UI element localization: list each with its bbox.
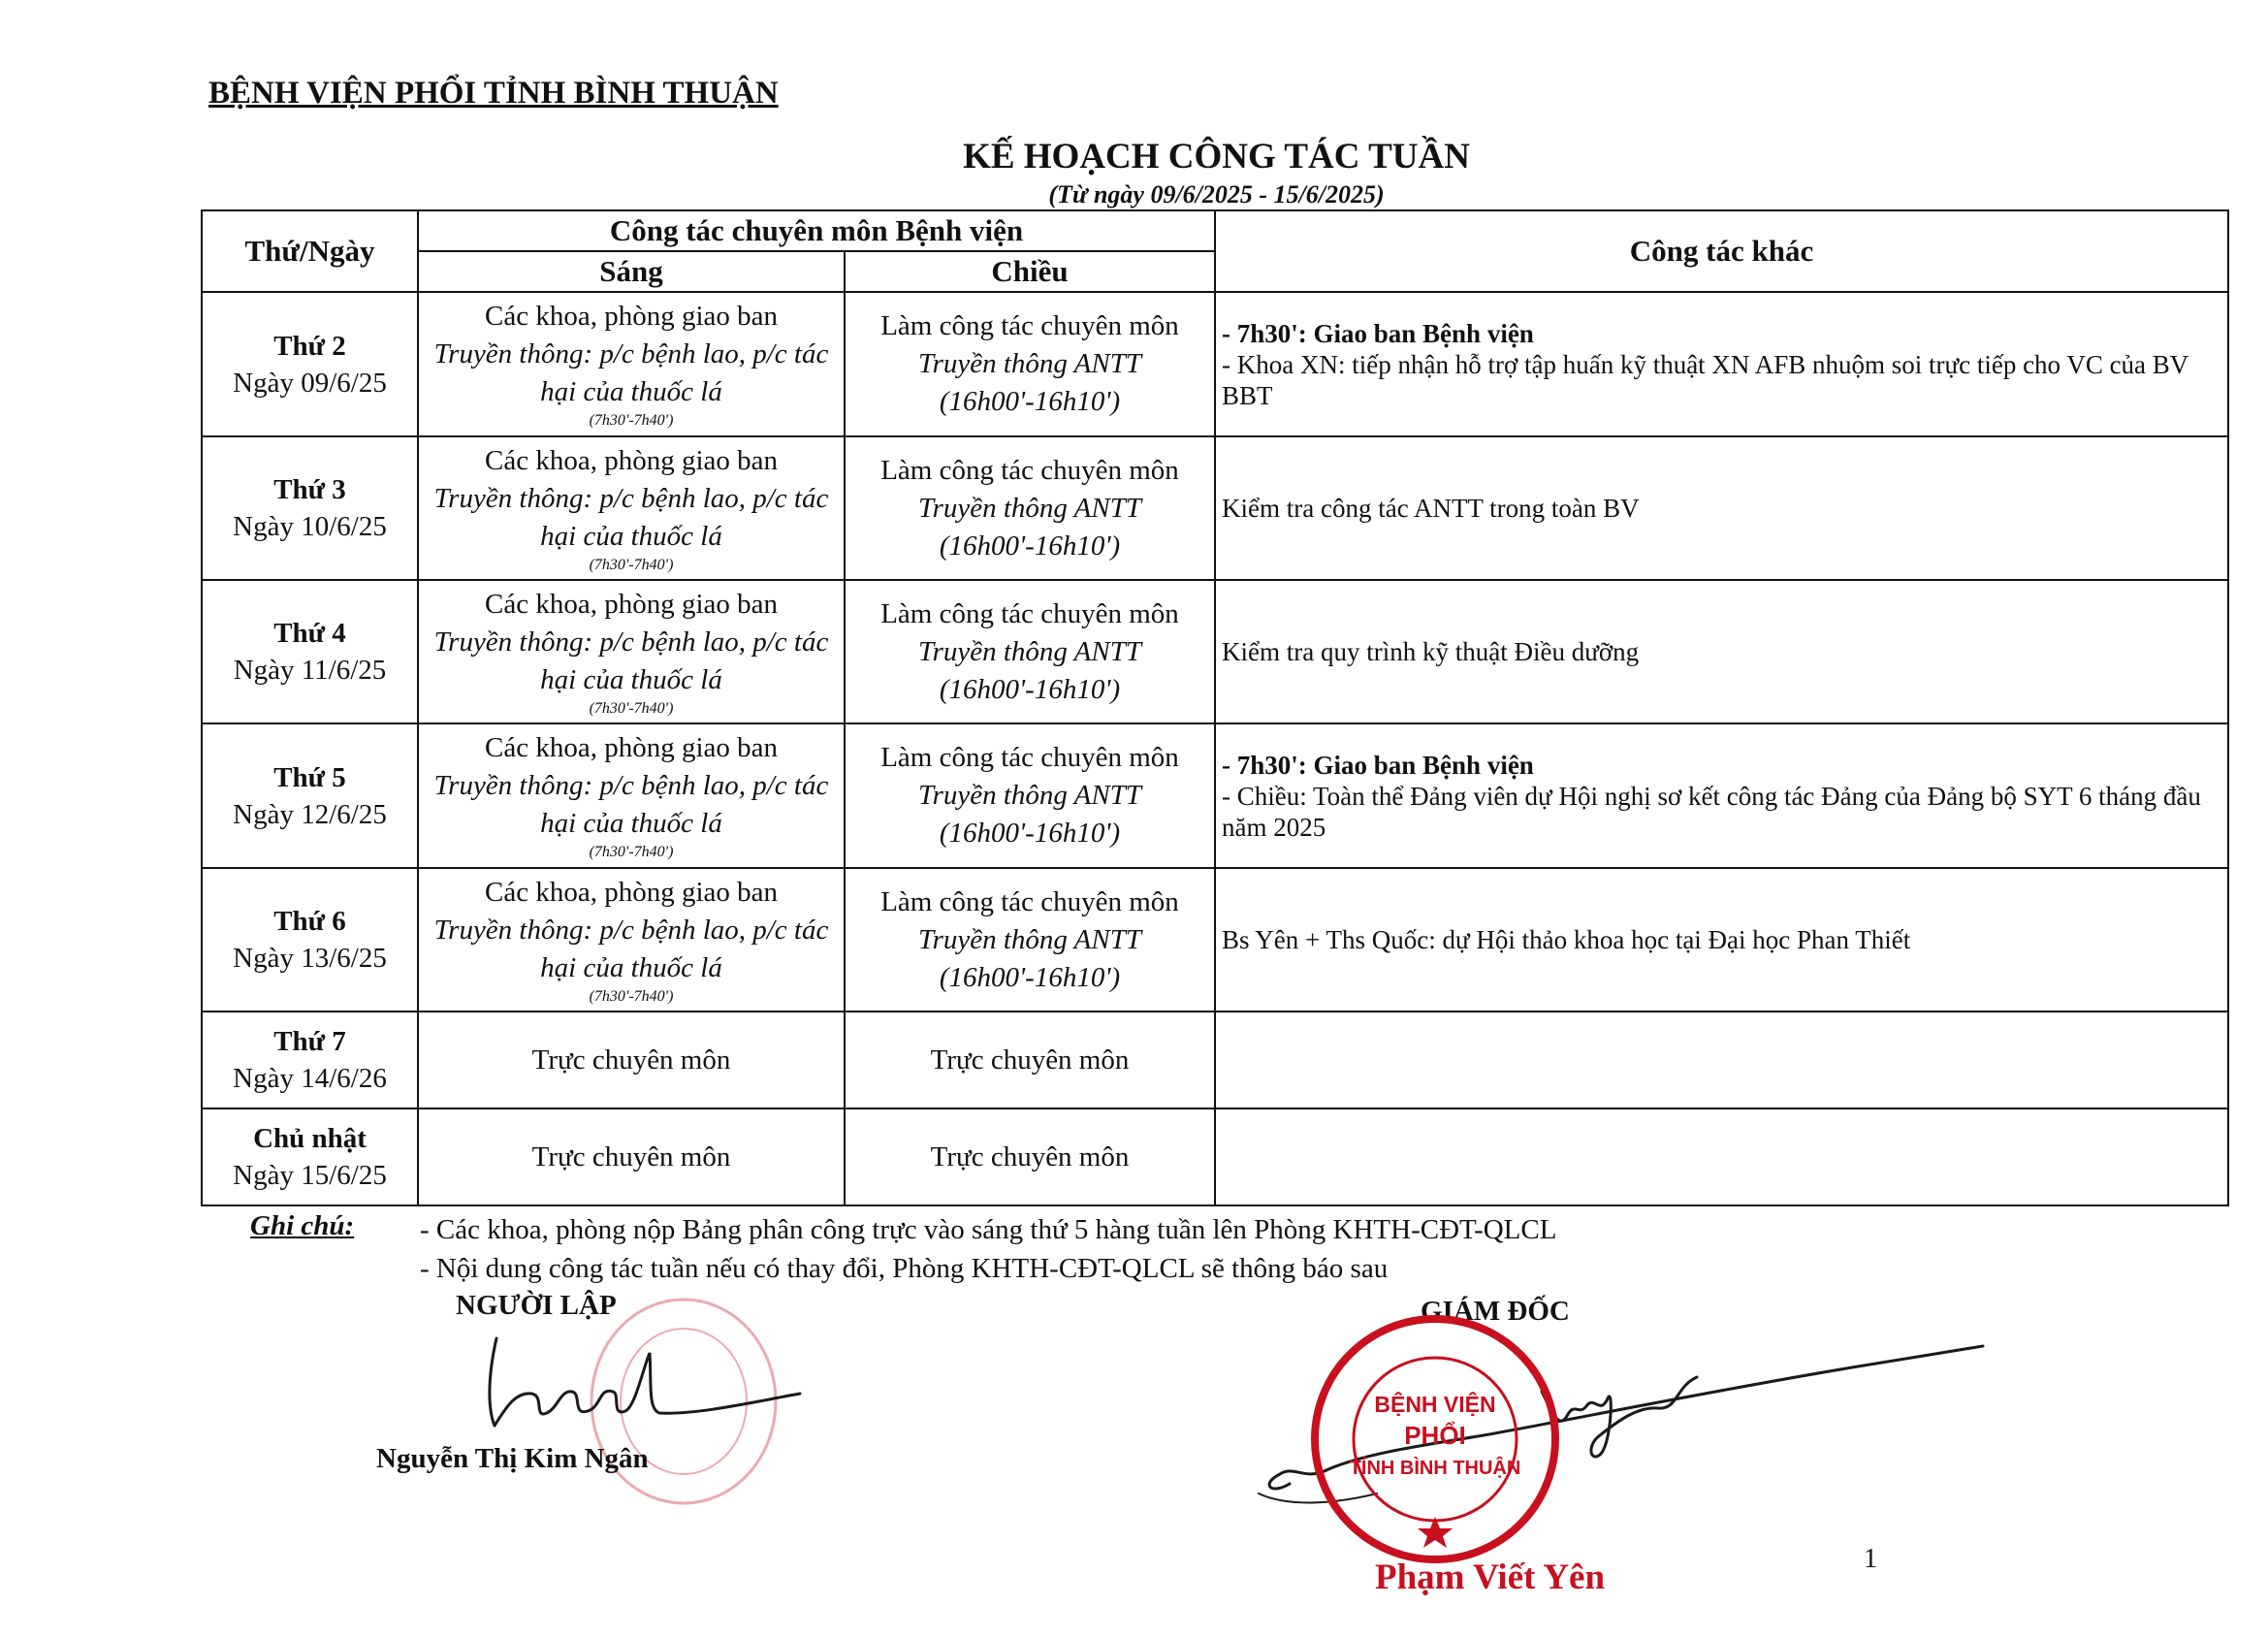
table-row: [202, 580, 2228, 723]
afternoon-communication: Truyền thông ANTT: [918, 780, 1141, 811]
director-name: Phạm Viết Yên: [1375, 1558, 1606, 1597]
day-name: Thứ 5: [273, 761, 346, 793]
morning-communication: Truyền thông: p/c bệnh lao, p/c tác hại của thuốc lá: [433, 338, 829, 407]
seal-line2: PHỔI: [1404, 1421, 1466, 1450]
afternoon-time: (16h00'-16h10'): [939, 818, 1121, 849]
day-date: Ngày 12/6/25: [233, 798, 387, 830]
other-cell: [1215, 1108, 2228, 1205]
morning-task: Các khoa, phòng giao ban: [484, 588, 778, 620]
note-item: - Nội dung công tác tuần nếu có thay đổi, Phòng KHTH-CĐT-QLCL sẽ thông báo sau: [420, 1253, 1389, 1284]
maker-signature-icon: [475, 1333, 805, 1450]
table-row: [202, 436, 2228, 580]
morning-task: Các khoa, phòng giao ban: [484, 876, 778, 908]
other-task: - Khoa XN: tiếp nhận hỗ trợ tập huấn kỹ thuật XN AFB nhuộm soi trực tiếp cho VC của BV BBT: [1222, 349, 2188, 410]
afternoon-cell: [845, 868, 1215, 1012]
other-task: Kiểm tra công tác ANTT trong toàn BV: [1222, 494, 1640, 523]
morning-duty: Trực chuyên môn: [418, 1108, 845, 1205]
plan-date-range: (Từ ngày 09/6/2025 - 15/6/2025): [1048, 180, 1385, 209]
day-cell: [202, 580, 418, 723]
morning-communication: Truyền thông: p/c bệnh lao, p/c tác hại của thuốc lá: [433, 626, 829, 695]
other-meeting: - 7h30': Giao ban Bệnh viện: [1222, 318, 1534, 348]
maker-title: NGƯỜI LẬP: [456, 1290, 617, 1321]
morning-task: Các khoa, phòng giao ban: [484, 732, 778, 763]
table-row: [202, 868, 2228, 1012]
other-cell: [1215, 292, 2228, 436]
morning-communication: Truyền thông: p/c bệnh lao, p/c tác hại của thuốc lá: [433, 482, 829, 552]
day-name: Thứ 2: [273, 330, 346, 362]
hospital-name: BỆNH VIỆN PHỔI TỈNH BÌNH THUẬN: [208, 76, 779, 111]
day-date: Ngày 13/6/25: [233, 943, 387, 974]
table-row: [202, 1108, 2228, 1205]
other-cell: [1215, 723, 2228, 868]
day-cell: [202, 292, 418, 436]
seal-line3: TỈNH BÌNH THUẬN: [1349, 1458, 1521, 1479]
other-cell: [1215, 580, 2228, 723]
day-cell: [202, 868, 418, 1012]
afternoon-time: (16h00'-16h10'): [939, 673, 1121, 705]
day-cell: [202, 1108, 418, 1205]
other-cell: [1215, 436, 2228, 580]
morning-cell: [418, 292, 845, 436]
hospital-seal-icon: [1307, 1311, 1564, 1568]
header-professional: Công tác chuyên môn Bệnh viện: [418, 210, 1215, 251]
day-cell: [202, 436, 418, 580]
morning-time: (7h30'-7h40'): [589, 987, 674, 1005]
other-meeting: - 7h30': Giao ban Bệnh viện: [1222, 750, 1534, 780]
day-cell: [202, 723, 418, 868]
morning-time: (7h30'-7h40'): [589, 412, 674, 429]
afternoon-communication: Truyền thông ANTT: [918, 348, 1141, 379]
morning-duty: Trực chuyên môn: [418, 1012, 845, 1108]
maker-name: Nguyễn Thị Kim Ngân: [376, 1443, 649, 1474]
morning-time: (7h30'-7h40'): [589, 699, 674, 717]
afternoon-cell: [845, 292, 1215, 436]
day-name: Thứ 4: [273, 618, 346, 649]
afternoon-duty: Trực chuyên môn: [845, 1108, 1215, 1205]
afternoon-communication: Truyền thông ANTT: [918, 492, 1141, 524]
morning-cell: [418, 580, 845, 723]
director-title-text: GIÁM ĐỐC: [1421, 1296, 1570, 1327]
day-date: Ngày 14/6/26: [233, 1063, 387, 1094]
afternoon-time: (16h00'-16h10'): [939, 961, 1121, 993]
table-row: [202, 292, 2228, 436]
table-row: [202, 1012, 2228, 1108]
other-task: Bs Yên + Ths Quốc: dự Hội thảo khoa học tại Đại học Phan Thiết: [1222, 925, 1911, 954]
day-name: Thứ 7: [273, 1026, 346, 1057]
afternoon-cell: [845, 580, 1215, 723]
morning-cell: [418, 868, 845, 1012]
weekly-plan-table: [201, 209, 2229, 1206]
afternoon-task: Làm công tác chuyên môn: [880, 885, 1179, 917]
other-cell: [1215, 868, 2228, 1012]
morning-time: (7h30'-7h40'): [589, 556, 674, 573]
afternoon-task: Làm công tác chuyên môn: [880, 597, 1179, 629]
notes-label: Ghi chú:: [250, 1210, 355, 1241]
afternoon-time: (16h00'-16h10'): [939, 530, 1121, 562]
afternoon-communication: Truyền thông ANTT: [918, 635, 1141, 667]
day-date: Ngày 09/6/25: [233, 367, 387, 399]
seal-line1: BỆNH VIỆN: [1374, 1392, 1496, 1417]
other-cell: [1215, 1012, 2228, 1108]
morning-task: Các khoa, phòng giao ban: [484, 444, 778, 476]
afternoon-duty: Trực chuyên môn: [845, 1012, 1215, 1108]
day-date: Ngày 10/6/25: [233, 511, 387, 542]
header-morning: Sáng: [418, 251, 845, 292]
morning-communication: Truyền thông: p/c bệnh lao, p/c tác hại của thuốc lá: [433, 914, 829, 983]
page-mark: 1: [1864, 1544, 1877, 1574]
header-afternoon: Chiều: [845, 251, 1215, 292]
afternoon-task: Làm công tác chuyên môn: [880, 742, 1179, 773]
day-cell: [202, 1012, 418, 1108]
morning-communication: Truyền thông: p/c bệnh lao, p/c tác hại của thuốc lá: [433, 770, 829, 839]
afternoon-task: Làm công tác chuyên môn: [880, 454, 1179, 486]
day-name: Thứ 6: [273, 906, 346, 937]
day-date: Ngày 11/6/25: [233, 655, 387, 686]
afternoon-task: Làm công tác chuyên môn: [880, 310, 1179, 341]
morning-cell: [418, 723, 845, 868]
plan-title: KẾ HOẠCH CÔNG TÁC TUẦN: [963, 137, 1470, 177]
day-name: Chủ nhật: [253, 1123, 367, 1154]
table-row: [202, 723, 2228, 868]
morning-time: (7h30'-7h40'): [589, 844, 674, 860]
afternoon-communication: Truyền thông ANTT: [918, 923, 1141, 955]
day-name: Thứ 3: [273, 474, 346, 505]
header-day: Thứ/Ngày: [202, 210, 418, 292]
other-task: - Chiều: Toàn thể Đảng viên dự Hội nghị sơ kết công tác Đảng của Đảng bộ SYT 6 tháng đầu năm 2025: [1222, 781, 2201, 842]
note-item: - Các khoa, phòng nộp Bảng phân công trực vào sáng thứ 5 hàng tuần lên Phòng KHTH-CĐT-QLCL: [420, 1214, 1557, 1245]
morning-cell: [418, 436, 845, 580]
other-task: Kiểm tra quy trình kỹ thuật Điều dưỡng: [1222, 637, 1640, 666]
afternoon-time: (16h00'-16h10'): [939, 386, 1121, 417]
header-other: Công tác khác: [1215, 210, 2228, 292]
morning-task: Các khoa, phòng giao ban: [484, 301, 778, 332]
afternoon-cell: [845, 436, 1215, 580]
afternoon-cell: [845, 723, 1215, 868]
day-date: Ngày 15/6/25: [233, 1160, 387, 1191]
